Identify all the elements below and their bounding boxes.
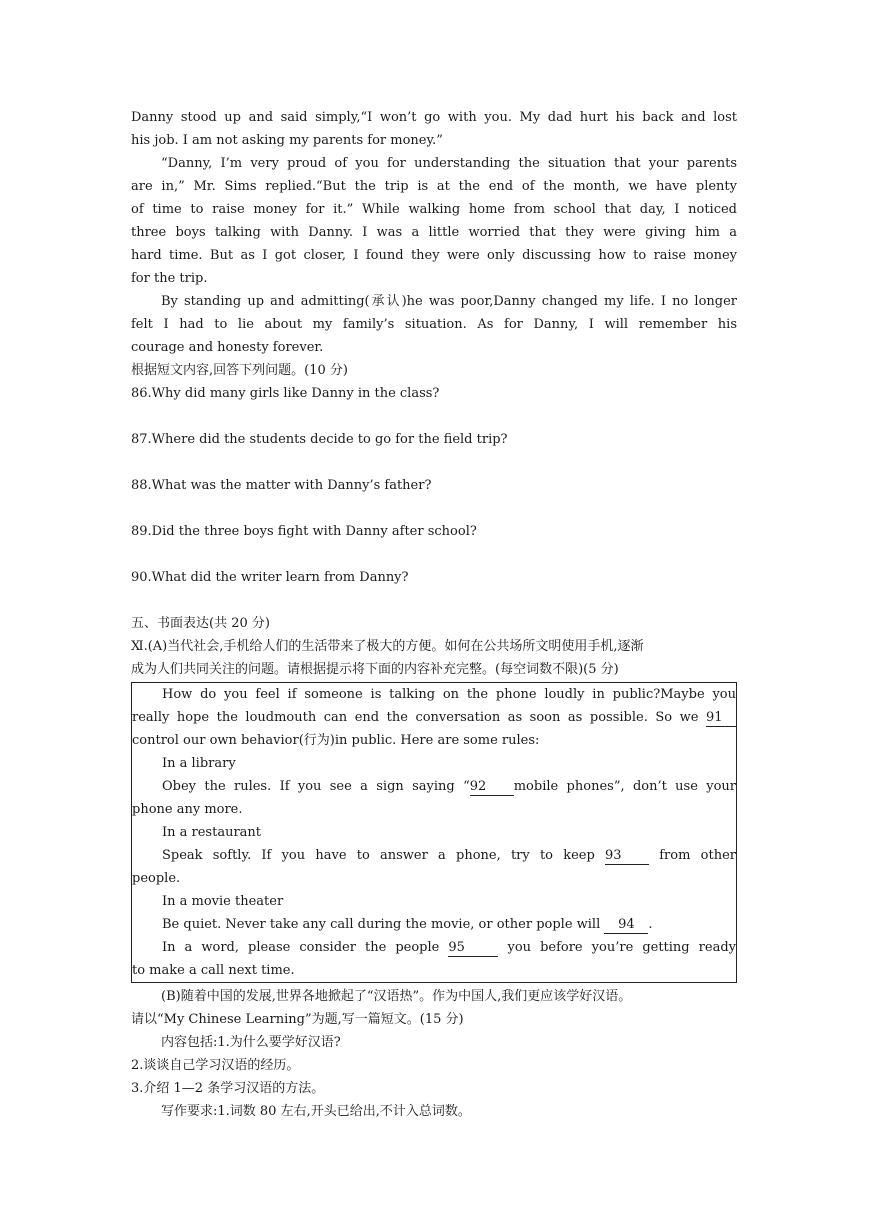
cloze-text: Obey the rules. If you see a sign saying “ — [162, 779, 470, 794]
answer-space — [131, 589, 737, 612]
writing-section — [131, 612, 737, 1123]
cloze-line: In a library — [162, 756, 236, 771]
blank-92: 92 — [470, 779, 514, 796]
cloze-line — [132, 936, 736, 959]
cloze-line — [132, 913, 736, 936]
part-b-content: 3.介绍 1—2 条学习汉语的方法。 — [131, 1081, 325, 1096]
cloze-text: really hope the loudmouth can end the conversation as soon as possible. So we — [132, 710, 699, 725]
cloze-line: phone any more. — [132, 802, 243, 817]
part-b-requirements: 写作要求:1.词数 80 左右,开头已给出,不计入总词数。 — [161, 1104, 471, 1119]
cloze-text: you before you’re getting ready — [507, 940, 737, 955]
passage-line: are in,” Mr. Sims replied.“But the trip is at the end of the month, we have plenty — [131, 179, 737, 194]
passage-line: for the trip. — [131, 271, 208, 286]
cloze-line — [132, 706, 736, 729]
passage-line: felt I had to lie about my family’s situation. As for Danny, I will remember his — [131, 317, 737, 332]
answer-space — [131, 497, 737, 520]
cloze-text: from other — [659, 848, 736, 863]
cloze-line — [132, 844, 736, 867]
blank-91: 91 — [706, 710, 736, 727]
part-b-content: 2.谈谈自己学习汉语的经历。 — [131, 1058, 300, 1073]
passage-line: his job. I am not asking my parents for money.” — [131, 133, 443, 148]
cloze-text: Speak softly. If you have to answer a phone, try to keep — [162, 848, 595, 863]
part-a-instruction: Ⅺ.(A)当代社会,手机给人们的生活带来了极大的方便。如何在公共场所文明使用手机,逐渐 — [131, 639, 644, 654]
reading-passage — [131, 106, 737, 359]
passage-line: “Danny, I’m very proud of you for understanding the situation that your parents — [161, 156, 737, 171]
cloze-line: In a movie theater — [162, 894, 284, 909]
blank-95: 95 — [448, 940, 498, 957]
question-86: 86.Why did many girls like Danny in the class? — [131, 386, 440, 401]
blank-93: 93 — [605, 848, 649, 865]
section-heading: 五、书面表达(共 20 分) — [131, 616, 270, 631]
answer-space — [131, 543, 737, 566]
cloze-box — [131, 682, 737, 983]
passage-line: Danny stood up and said simply,“I won’t go with you. My dad hurt his back and lost — [131, 110, 737, 125]
cloze-line: people. — [132, 871, 181, 886]
cloze-text: mobile phones”, don’t use your — [513, 779, 736, 794]
exam-page — [131, 106, 737, 1123]
passage-line: courage and honesty forever. — [131, 340, 324, 355]
passage-line: three boys talking with Danny. I was a little worried that they were giving him a — [131, 225, 737, 240]
part-b-instruction: (B)随着中国的发展,世界各地掀起了“汉语热”。作为中国人,我们更应该学好汉语。 — [161, 989, 632, 1004]
cloze-line: to make a call next time. — [132, 963, 295, 978]
part-b-instruction: 请以“My Chinese Learning”为题,写一篇短文。(15 分) — [131, 1012, 464, 1027]
blank-94: 94 — [604, 917, 648, 934]
question-instruction: 根据短文内容,回答下列问题。(10 分) — [131, 363, 348, 378]
passage-line: of time to raise money for it.” While walking home from school that day, I noticed — [131, 202, 737, 217]
cloze-line: How do you feel if someone is talking on the phone loudly in public?Maybe you — [162, 687, 736, 702]
passage-line: hard time. But as I got closer, I found they were only discussing how to raise money — [131, 248, 737, 263]
question-section — [131, 359, 737, 612]
cloze-text: In a word, please consider the people — [162, 940, 440, 955]
cloze-line — [132, 775, 736, 798]
cloze-text: . — [648, 917, 653, 932]
passage-line: By standing up and admitting(承认)he was poor,Danny changed my life. I no longer — [161, 294, 737, 309]
question-90: 90.What did the writer learn from Danny? — [131, 570, 409, 585]
answer-space — [131, 405, 737, 428]
part-a-instruction: 成为人们共同关注的问题。请根据提示将下面的内容补充完整。(每空词数不限)(5 分) — [131, 662, 619, 677]
cloze-line: control our own behavior(行为)in public. Here are some rules: — [132, 733, 540, 748]
cloze-line: In a restaurant — [162, 825, 262, 840]
answer-space — [131, 451, 737, 474]
question-89: 89.Did the three boys fight with Danny after school? — [131, 524, 477, 539]
question-88: 88.What was the matter with Danny’s father? — [131, 478, 432, 493]
cloze-text: Be quiet. Never take any call during the movie, or other pople will — [162, 917, 601, 932]
part-b-content: 内容包括:1.为什么要学好汉语? — [161, 1035, 341, 1050]
question-87: 87.Where did the students decide to go for the field trip? — [131, 432, 508, 447]
